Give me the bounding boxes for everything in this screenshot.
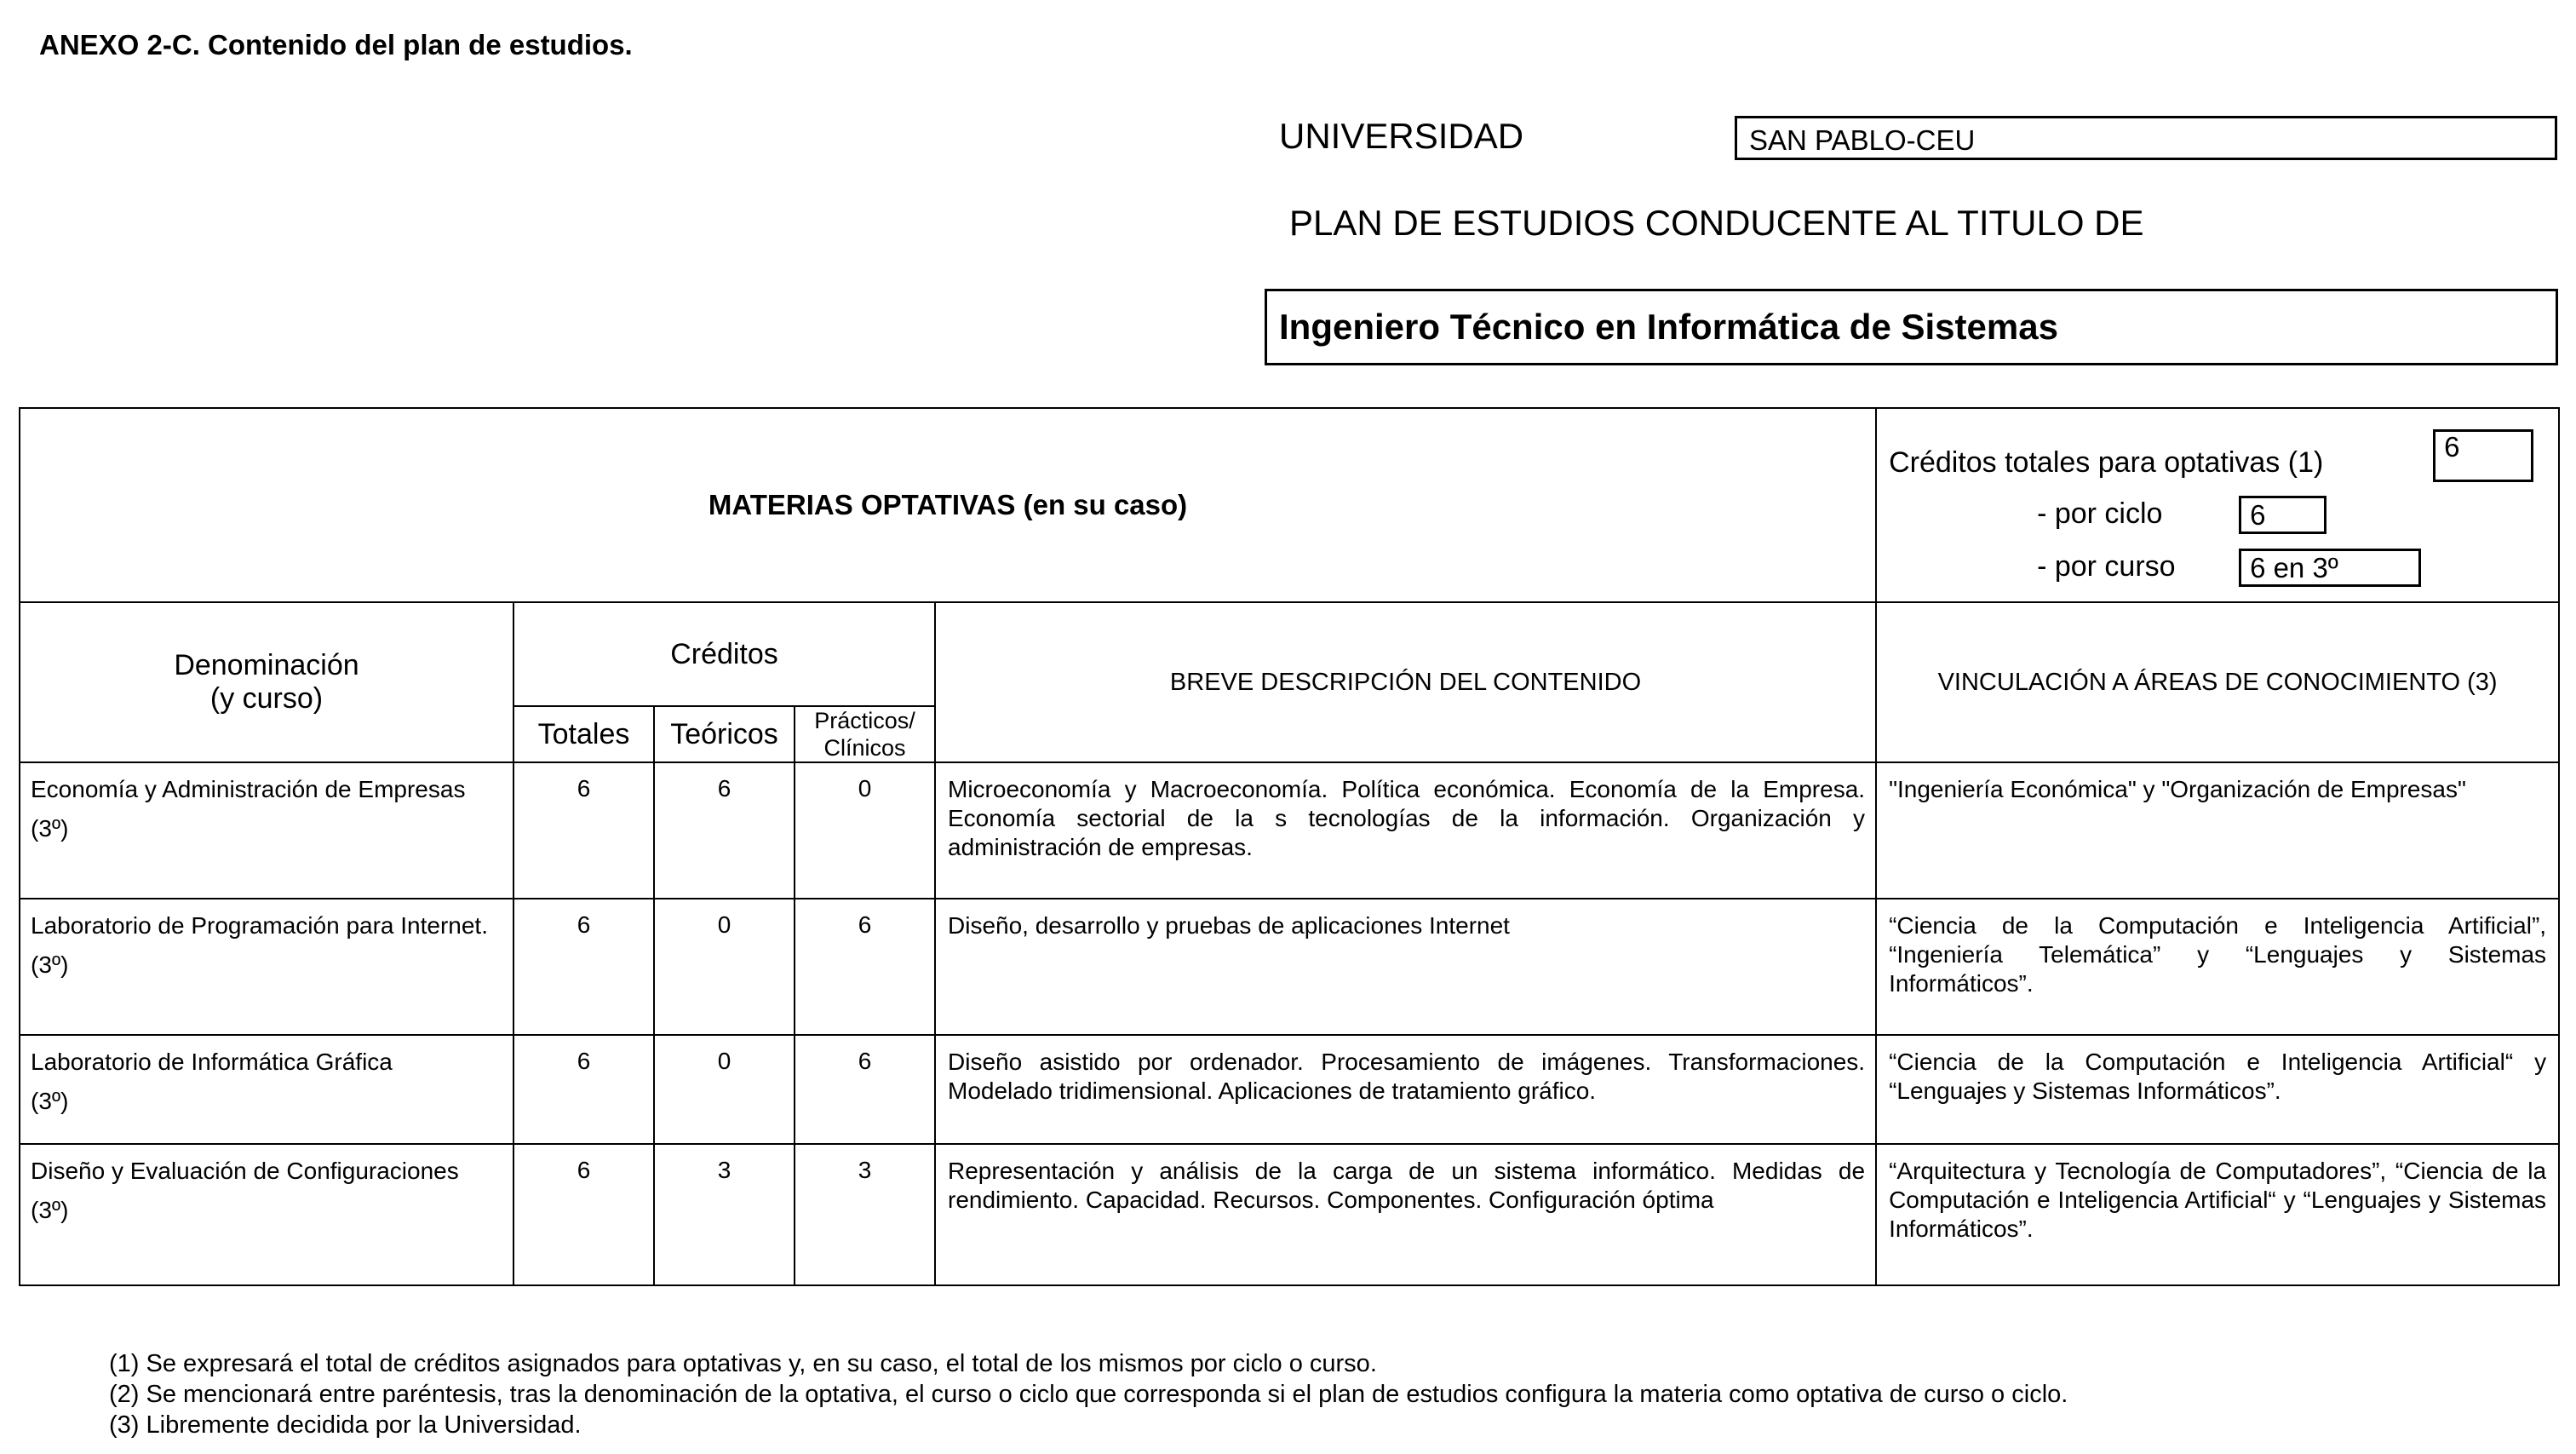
credits-totales: 6 (513, 762, 654, 899)
per-cycle-box: 6 (2239, 496, 2326, 534)
credits-summary (1876, 408, 2559, 602)
per-cycle-label: - por ciclo (2037, 497, 2163, 530)
footnote-1: (1) Se expresará el total de créditos asignados para optativas y, en su caso, el total de los mismos por ciclo o curso. (109, 1350, 1377, 1377)
col-vinculacion: VINCULACIÓN A ÁREAS DE CONOCIMIENTO (3) (1876, 602, 2559, 762)
table-row (20, 1035, 2559, 1144)
col-descripcion: BREVE DESCRIPCIÓN DEL CONTENIDO (935, 602, 1876, 762)
table-row (20, 1144, 2559, 1285)
footnote-3: (3) Libremente decidida por la Universidad. (109, 1411, 582, 1439)
total-credits-label: Créditos totales para optativas (1) (1889, 446, 2324, 479)
subject-name: Laboratorio de Informática Gráfica (31, 1049, 393, 1075)
col-denominacion (20, 602, 513, 762)
subject-description: Representación y análisis de la carga de un sistema informático. Medidas de rendimiento. Capacidad. Recursos. Componentes. Configuración óptima (935, 1144, 1876, 1285)
table-row (20, 762, 2559, 899)
credits-teoricos: 0 (654, 1035, 795, 1144)
per-course-box: 6 en 3º (2239, 549, 2421, 587)
optativas-table (19, 407, 2560, 1286)
credits-practicos: 6 (795, 899, 935, 1035)
subject-description: Diseño asistido por ordenador. Procesamiento de imágenes. Transformaciones. Modelado tridimensional. Aplicaciones de tratamiento gráfico. (935, 1035, 1876, 1144)
subject-year: (3º) (31, 815, 69, 842)
subject-year: (3º) (31, 1197, 69, 1223)
subject-name: Laboratorio de Programación para Internet. (31, 912, 488, 939)
subject-areas: "Ingeniería Económica" y "Organización de Empresas" (1876, 762, 2559, 899)
footnotes (109, 1348, 2068, 1440)
col-teoricos: Teóricos (654, 706, 795, 762)
col-creditos: Créditos (513, 602, 935, 706)
degree-title-field: Ingeniero Técnico en Informática de Sistemas (1265, 289, 2558, 365)
optativas-title: MATERIAS OPTATIVAS (en su caso) (20, 408, 1876, 602)
subject-year: (3º) (31, 951, 69, 978)
subject-areas: “Ciencia de la Computación e Inteligencia Artificial”, “Ingeniería Telemática” y “Lenguajes y Sistemas Informáticos”. (1876, 899, 2559, 1035)
annex-heading: ANEXO 2-C. Contenido del plan de estudios. (39, 29, 633, 60)
total-credits-box: 6 (2433, 429, 2533, 482)
col-practicos-line1: Prácticos/ (814, 708, 915, 733)
per-course-label: - por curso (2037, 550, 2176, 583)
table-row (20, 899, 2559, 1035)
subject-areas: “Ciencia de la Computación e Inteligencia Artificial“ y “Lenguajes y Sistemas Informáticos”. (1876, 1035, 2559, 1144)
subject-description: Diseño, desarrollo y pruebas de aplicaciones Internet (935, 899, 1876, 1035)
col-practicos (795, 706, 935, 762)
credits-teoricos: 3 (654, 1144, 795, 1285)
university-label: UNIVERSIDAD (1279, 116, 1524, 156)
credits-practicos: 0 (795, 762, 935, 899)
university-field: SAN PABLO-CEU (1735, 116, 2557, 160)
credits-teoricos: 6 (654, 762, 795, 899)
footnote-2: (2) Se mencionará entre paréntesis, tras la denominación de la optativa, el curso o ciclo que corresponda si el plan de estudios configura la materia como optativa de curso o ciclo. (109, 1381, 2068, 1408)
col-denominacion-line1: Denominación (174, 649, 359, 681)
credits-teoricos: 0 (654, 899, 795, 1035)
col-denominacion-line2: (y curso) (209, 682, 324, 715)
subject-areas: “Arquitectura y Tecnología de Computadores”, “Ciencia de la Computación e Inteligencia Artificial“ y “Lenguajes y Sistemas Informáticos”. (1876, 1144, 2559, 1285)
credits-practicos: 3 (795, 1144, 935, 1285)
plan-label: PLAN DE ESTUDIOS CONDUCENTE AL TITULO DE (1289, 203, 2144, 243)
subject-name: Diseño y Evaluación de Configuraciones (31, 1158, 459, 1184)
credits-totales: 6 (513, 899, 654, 1035)
credits-totales: 6 (513, 1035, 654, 1144)
credits-practicos: 6 (795, 1035, 935, 1144)
col-practicos-line2: Clínicos (823, 735, 906, 761)
subject-name: Economía y Administración de Empresas (31, 776, 466, 802)
col-totales: Totales (513, 706, 654, 762)
subject-description: Microeconomía y Macroeconomía. Política económica. Economía de la Empresa. Economía sectorial de la s tecnologías de la información. Organización y administración de empresas. (935, 762, 1876, 899)
subject-year: (3º) (31, 1088, 69, 1114)
credits-totales: 6 (513, 1144, 654, 1285)
